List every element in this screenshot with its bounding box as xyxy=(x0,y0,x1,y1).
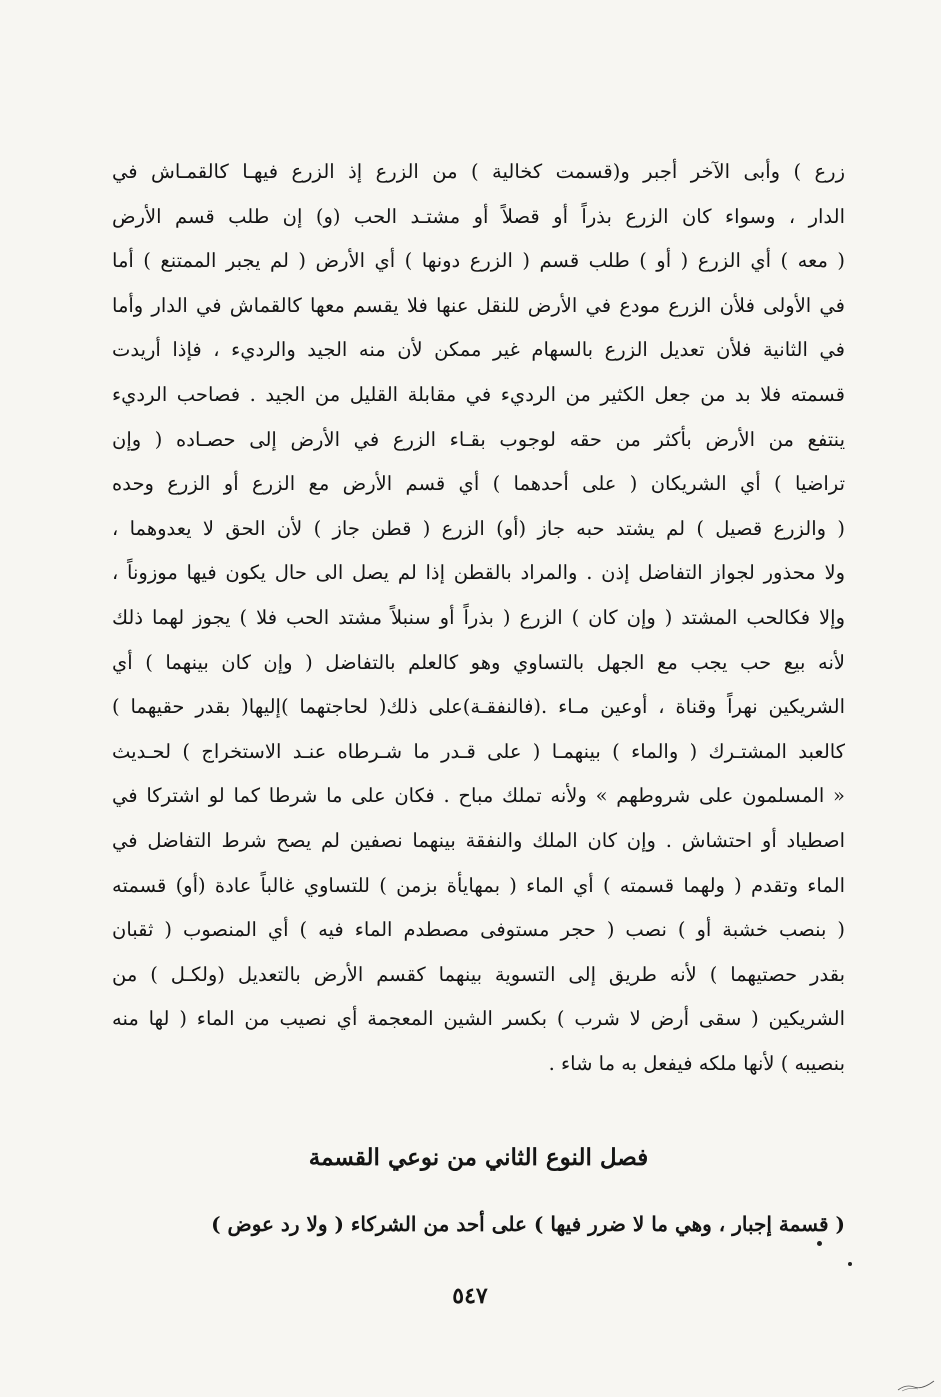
body-line-21: بنصيبه ) لأنها ملكه فيفعل به ما شاء . xyxy=(548,1051,845,1075)
body-line-19: بقدر حصتيهما ) لأنه طريق إلى التسوية بينهما كقسم الأرض بالتعديل (ولكـل ) من xyxy=(112,962,845,986)
body-line-18: ( بنصب خشبة أو ) نصب ( حجر مستوفى مصطدم الماء فيه ) أي المنصوب ( ثقبان xyxy=(112,918,845,942)
body-line-2: الدار ، وسواء كان الزرع بذراً أو قصلاً أو مشتـد الحب (و) إن طلب قسم الأرض xyxy=(112,204,845,228)
body-line-9: ( والزرع قصيل ) لم يشتد حبه جاز (أو) الزرع ( قطن جاز ) لأن الحق لا يعدوهما ، xyxy=(112,516,845,540)
body-line-13: الشريكين نهراً وقناة ، أوعين مـاء .(فالنفقـة)على ذلك( لحاجتهما )إليها( بقدر حقيهما ) xyxy=(112,695,845,719)
body-line-3: ( معه ) أي الزرع ( أو ) طلب قسم ( الزرع دونها ) أي الأرض ( لم يجبر الممتنع ) أما xyxy=(112,249,845,273)
body-line-12: لأنه بيع حب يجب مع الجهل بالتساوي وهو كالعلم بالتفاضل ( وإن كان بينهما ) أي xyxy=(112,650,845,674)
body-line-8: تراضيا ) أي الشريكان ( على أحدهما ) أي قسم الأرض مع الزرع أو الزرع وحده xyxy=(112,472,845,496)
page-number: ٥٤٧ xyxy=(452,1283,488,1309)
body-line-1: زرع ) وأبى الآخر أجبر و(قسمت كخالية ) من الزرع إذ الزرع فيهـا كالقمـاش في xyxy=(112,160,845,183)
ink-speck xyxy=(848,1262,852,1266)
body-line-5: في الثانية فلأن تعديل الزرع بالسهام غير ممكن لأن منه الجيد والرديء ، فإذا أريدت xyxy=(112,338,845,362)
body-line-15: « المسلمون على شروطهم » ولأنه تملك مباح . فكان على ما شرطا كما لو اشتركا في xyxy=(112,784,845,808)
ink-speck xyxy=(817,1241,822,1246)
body-line-4: في الأولى فلأن الزرع مودع في الأرض للنقل عنها فلا يقسم معها كالقماش في الدار وأما xyxy=(112,293,845,317)
corner-scribble-mark xyxy=(896,1378,936,1392)
section-first-line: ( قسمة إجبار ، وهي ما لا ضرر فيها ) على أحد من الشركاء ( ولا رد عوض ) xyxy=(211,1212,845,1236)
body-line-16: اصطياد أو احتشاش . وإن كان الملك والنفقة بينهما نصفين لم يصح شرط التفاضل في xyxy=(112,828,845,852)
section-heading: فصل النوع الثاني من نوعي القسمة xyxy=(308,1144,649,1171)
body-line-7: ينتفع من الأرض بأكثر من حقه لوجوب بقـاء الزرع في الأرض إلى حصـاده ( وإن xyxy=(112,427,845,451)
body-text xyxy=(112,150,845,1086)
body-line-14: كالعبد المشتـرك ( والماء ) بينهمـا ( على قـدر ما شـرطاه عنـد الاستخراج ) لحـديث xyxy=(112,739,845,763)
body-line-11: وإلا فكالحب المشتد ( وإن كان ) الزرع ( بذراً أو سنبلاً مشتد الحب فلا ) يجوز لهما ذلك xyxy=(112,605,845,629)
body-line-17: الماء وتقدم ( ولهما قسمته ) أي الماء ( بمهايأة بزمن ) للتساوي غالباً عادة (أو) قسمته xyxy=(112,873,845,897)
body-line-20: الشريكين ( سقى أرض لا شرب ) بكسر الشين المعجمة أي نصيب من الماء ( لها منه xyxy=(112,1007,845,1031)
body-line-6: قسمته فلا بد من جعل الكثير من الرديء في مقابلة القليل من الجيد . فصاحب الرديء xyxy=(112,382,845,406)
body-line-10: ولا محذور لجواز التفاضل إذن . والمراد بالقطن إذا لم يصل الى حال يكون فيها موزوناً ، xyxy=(112,561,845,585)
